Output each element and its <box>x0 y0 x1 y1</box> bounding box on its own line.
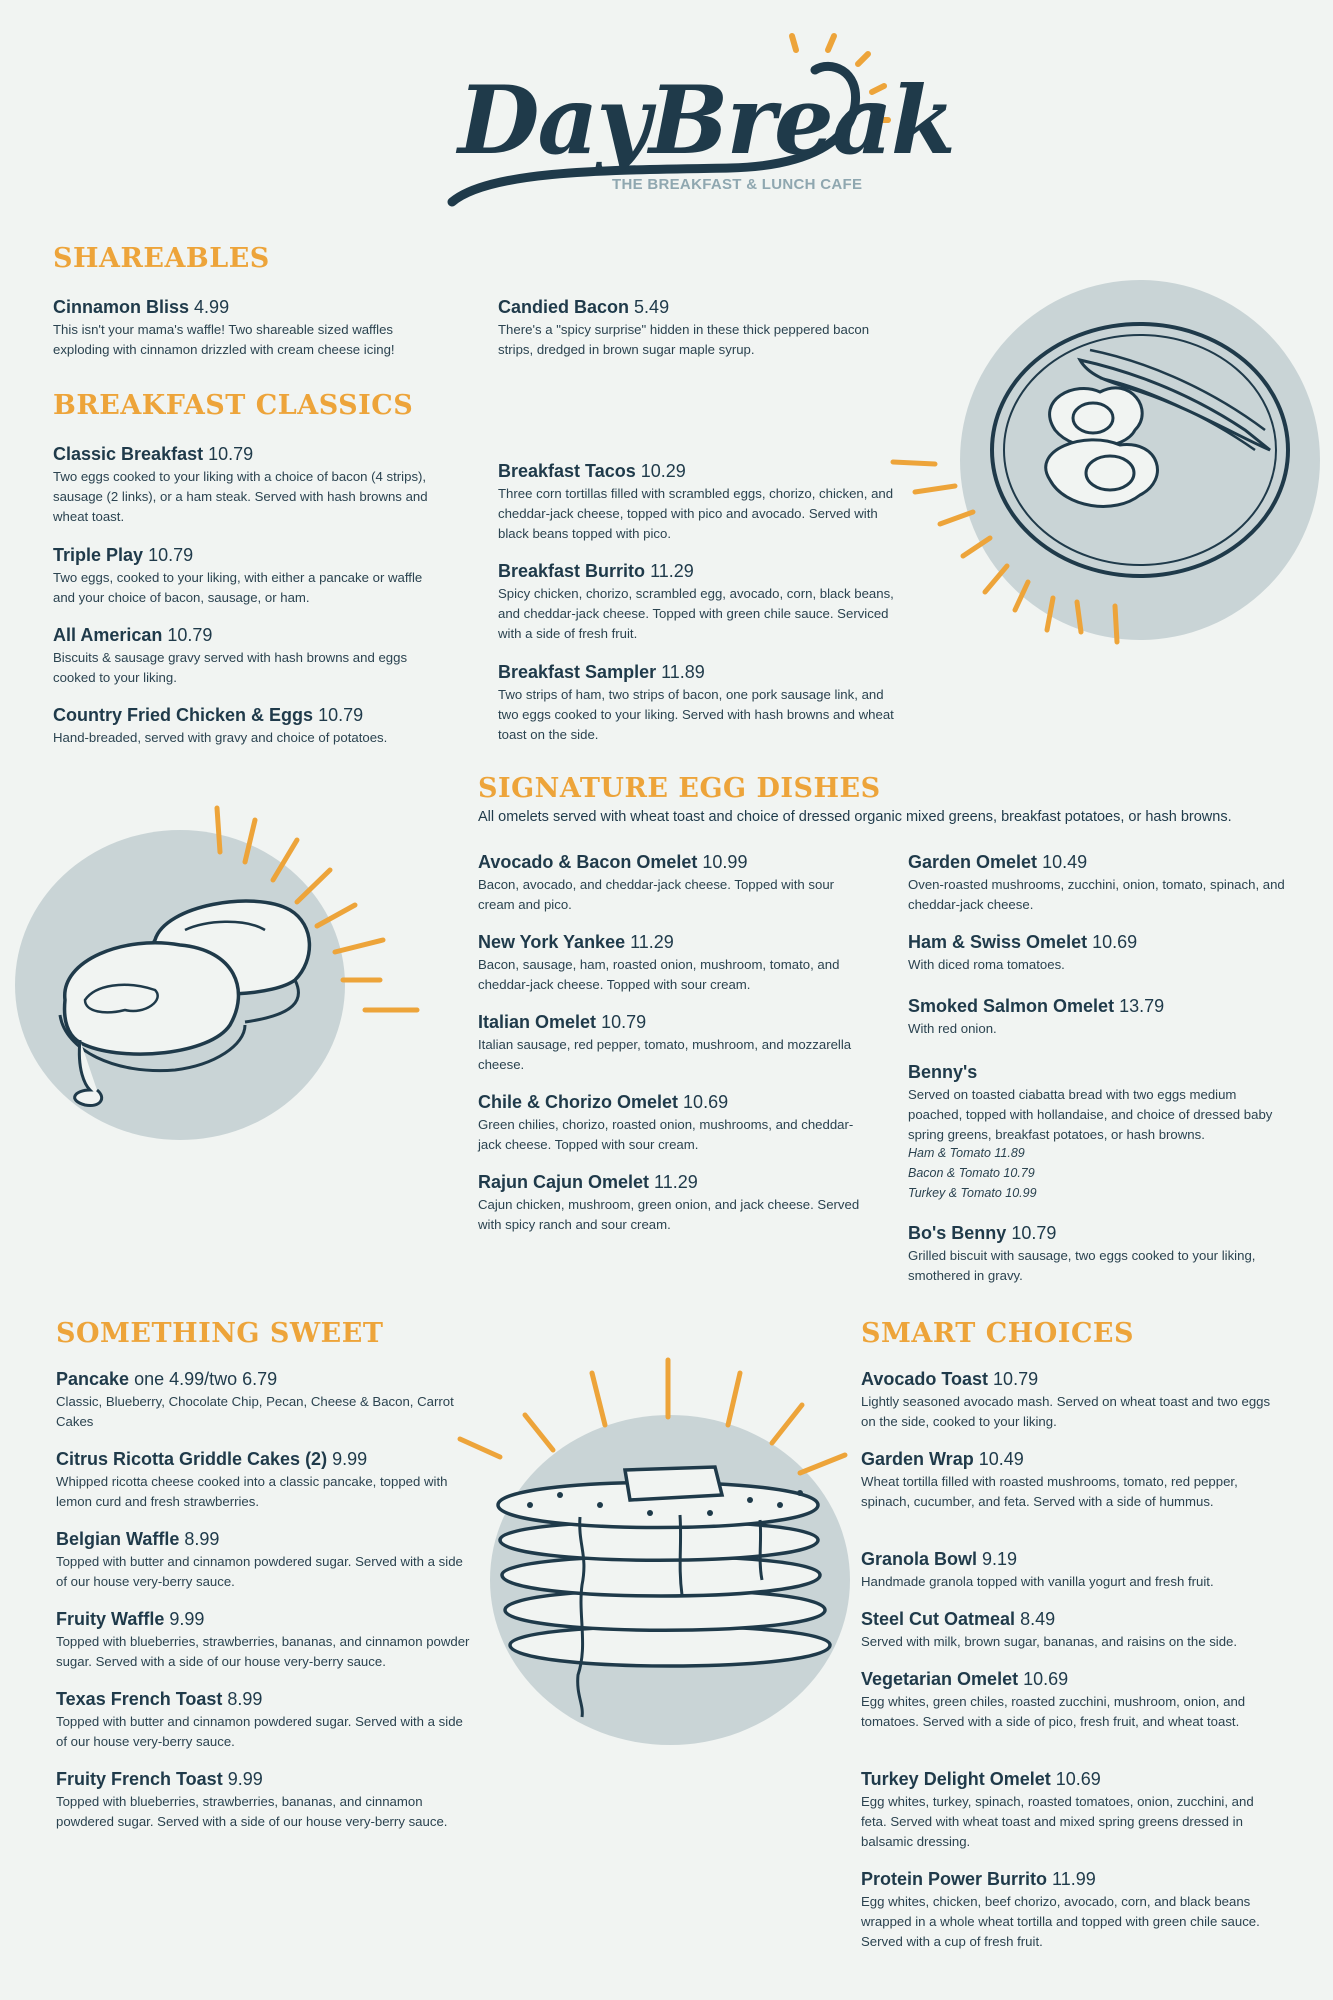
item-price: 10.69 <box>1092 932 1138 952</box>
item-name: All American <box>53 625 163 645</box>
item-description: Bacon, avocado, and cheddar-jack cheese. Topped with sour cream and pico. <box>478 877 835 912</box>
item-name: Chile & Chorizo Omelet <box>478 1092 679 1112</box>
item-name: Protein Power Burrito <box>861 1869 1048 1889</box>
item-description: Topped with butter and cinnamon powdered sugar. Served with a side of our house very-berry sauce. <box>56 1554 463 1589</box>
item-price: 9.99 <box>169 1609 205 1629</box>
menu-item <box>908 851 1298 915</box>
menu-item <box>56 1448 466 1512</box>
item-name: Ham & Swiss Omelet <box>908 932 1088 952</box>
menu-item <box>478 1011 868 1075</box>
item-name: Vegetarian Omelet <box>861 1669 1019 1689</box>
item-name: Triple Play <box>53 545 144 565</box>
item-name: Cinnamon Bliss <box>53 297 190 317</box>
item-name: Garden Omelet <box>908 852 1038 872</box>
item-description: Biscuits & sausage gravy served with hash browns and eggs cooked to your liking. <box>53 650 408 685</box>
item-name: Benny's <box>908 1062 978 1082</box>
item-description: Spicy chicken, chorizo, scrambled egg, avocado, corn, black beans, and cheddar-jack cheese. Topped with green chile sauce. Serviced with a side of fresh fruit. <box>498 586 894 641</box>
item-price: 10.49 <box>1042 852 1088 872</box>
item-price: 10.79 <box>601 1012 647 1032</box>
menu-item <box>478 1171 868 1235</box>
item-description: Classic, Blueberry, Chocolate Chip, Pecan, Cheese & Bacon, Carrot Cakes <box>56 1394 454 1429</box>
menu-item <box>861 1368 1271 1432</box>
menu-item <box>56 1368 466 1432</box>
item-price: 11.29 <box>654 1172 698 1192</box>
item-name: Pancake <box>56 1369 130 1389</box>
section-title-breakfast-classics: BREAKFAST CLASSICS <box>53 390 414 421</box>
menu-item <box>861 1668 1271 1732</box>
item-variant: Turkey & Tomato 10.99 <box>908 1185 1037 1200</box>
item-price: 10.79 <box>167 625 213 645</box>
item-price: 8.99 <box>184 1529 220 1549</box>
item-price: 4.99 <box>194 297 230 317</box>
item-description: This isn't your mama's waffle! Two shareable sized waffles exploding with cinnamon drizzled with cream cheese icing! <box>53 322 395 357</box>
item-price: 13.79 <box>1119 996 1165 1016</box>
item-price: 5.49 <box>634 297 670 317</box>
item-description: With diced roma tomatoes. <box>908 957 1065 972</box>
item-price: 11.99 <box>1052 1869 1096 1889</box>
item-price: 10.79 <box>993 1369 1039 1389</box>
item-price: 8.49 <box>1020 1609 1056 1629</box>
item-description: Egg whites, turkey, spinach, roasted tomatoes, onion, zucchini, and feta. Served with wheat toast and mixed spring greens dressed in balsamic dressing. <box>861 1794 1254 1849</box>
item-description: Topped with blueberries, strawberries, bananas, and cinnamon powder sugar. Served with a side of our house very-berry sauce. <box>56 1634 470 1669</box>
menu-item <box>53 624 443 688</box>
item-name: Texas French Toast <box>56 1689 223 1709</box>
item-description: Cajun chicken, mushroom, green onion, and jack cheese. Served with spicy ranch and sour cream. <box>478 1197 860 1232</box>
menu-item <box>498 296 898 360</box>
item-name: Breakfast Sampler <box>498 662 657 682</box>
menu-item <box>478 931 868 995</box>
item-price: 8.99 <box>227 1689 263 1709</box>
item-description: Oven-roasted mushrooms, zucchini, onion, tomato, spinach, and cheddar-jack cheese. <box>908 877 1285 912</box>
item-variant: Bacon & Tomato 10.79 <box>908 1166 1035 1181</box>
item-price: 10.29 <box>640 461 686 481</box>
menu-item <box>53 296 453 360</box>
menu-item <box>56 1608 476 1672</box>
item-name: Candied Bacon <box>498 297 630 317</box>
item-description: Hand-breaded, served with gravy and choice of potatoes. <box>53 730 388 745</box>
section-title-signature-egg-dishes: SIGNATURE EGG DISHES <box>478 773 881 804</box>
item-price: 10.99 <box>702 852 748 872</box>
item-name: Turkey Delight Omelet <box>861 1769 1051 1789</box>
menu-item <box>498 460 898 543</box>
item-price: 10.69 <box>683 1092 729 1112</box>
item-price: 10.79 <box>1011 1223 1057 1243</box>
menu-item <box>56 1688 466 1752</box>
item-name: Avocado Toast <box>861 1369 989 1389</box>
item-name: Breakfast Tacos <box>498 461 636 481</box>
item-name: Country Fried Chicken & Eggs <box>53 705 314 725</box>
section-title-smart-choices: SMART CHOICES <box>861 1318 1135 1349</box>
item-description: Served with milk, brown sugar, bananas, and raisins on the side. <box>861 1634 1238 1649</box>
section-title-something-sweet: SOMETHING SWEET <box>56 1318 384 1349</box>
item-name: Classic Breakfast <box>53 444 204 464</box>
item-price: 9.19 <box>982 1549 1018 1569</box>
item-description: Topped with butter and cinnamon powdered sugar. Served with a side of our house very-berry sauce. <box>56 1714 463 1749</box>
item-description: Bacon, sausage, ham, roasted onion, mushroom, tomato, and cheddar-jack cheese. Topped with sour cream. <box>478 957 840 992</box>
menu-item <box>861 1868 1281 1951</box>
item-name: Steel Cut Oatmeal <box>861 1609 1016 1629</box>
item-description: Green chilies, chorizo, roasted onion, mushrooms, and cheddar-jack cheese. Topped with sour cream. <box>478 1117 854 1152</box>
item-name: Avocado & Bacon Omelet <box>478 852 698 872</box>
item-price: 10.69 <box>1055 1769 1101 1789</box>
item-price: 9.99 <box>227 1769 263 1789</box>
item-description: Grilled biscuit with sausage, two eggs cooked to your liking, smothered in gravy. <box>908 1248 1256 1283</box>
item-name: Fruity French Toast <box>56 1769 223 1789</box>
menu-item <box>498 661 898 744</box>
item-description: Three corn tortillas filled with scrambled eggs, chorizo, chicken, and cheddar-jack cheese, topped with pico and avocado. Served with black beans topped with pico. <box>498 486 894 541</box>
item-price: 10.49 <box>978 1449 1024 1469</box>
item-name: New York Yankee <box>478 932 626 952</box>
biscuits-gravy-icon <box>5 800 425 1150</box>
section-note: All omelets served with wheat toast and choice of dressed organic mixed greens, breakfast potatoes, or hash browns. <box>478 809 1232 825</box>
item-name: Granola Bowl <box>861 1549 978 1569</box>
menu-item <box>478 1091 868 1155</box>
item-description: There's a "spicy surprise" hidden in these thick peppered bacon strips, dredged in brown sugar maple syrup. <box>498 322 870 357</box>
menu-item <box>908 1061 1288 1204</box>
menu-item <box>56 1768 466 1832</box>
item-description: Wheat tortilla filled with roasted mushrooms, tomato, red pepper, spinach, cucumber, and feta. Served with a side of hummus. <box>861 1474 1238 1509</box>
item-name: Smoked Salmon Omelet <box>908 996 1115 1016</box>
menu-item <box>861 1608 1281 1652</box>
item-description: Topped with blueberries, strawberries, bananas, and cinnamon powdered sugar. Served with a side of our house very-berry sauce. <box>56 1794 448 1829</box>
menu-item <box>498 560 898 643</box>
menu-item <box>861 1448 1271 1512</box>
item-price: 11.89 <box>661 662 705 682</box>
menu-item <box>861 1548 1281 1592</box>
item-name: Citrus Ricotta Griddle Cakes (2) <box>56 1449 328 1469</box>
item-name: Bo's Benny <box>908 1223 1007 1243</box>
item-variant: Ham & Tomato 11.89 <box>908 1146 1025 1161</box>
item-name: Belgian Waffle <box>56 1529 180 1549</box>
item-description: Lightly seasoned avocado mash. Served on wheat toast and two eggs on the side, cooked to your liking. <box>861 1394 1271 1429</box>
item-price: 11.29 <box>630 932 674 952</box>
item-description: With red onion. <box>908 1021 997 1036</box>
item-description: Egg whites, green chiles, roasted zucchini, mushroom, onion, and tomatoes. Served with a side of pico, fresh fruit, and wheat toast. <box>861 1694 1246 1729</box>
menu-item <box>56 1528 466 1592</box>
item-description: Two strips of ham, two strips of bacon, one pork sausage link, and two eggs cooked to your liking. Served with hash browns and wheat toast on the side. <box>498 687 894 742</box>
item-price: 10.79 <box>318 705 364 725</box>
item-description: Italian sausage, red pepper, tomato, mushroom, and mozzarella cheese. <box>478 1037 852 1072</box>
item-price: 9.99 <box>332 1449 368 1469</box>
item-name: Italian Omelet <box>478 1012 597 1032</box>
item-price: 11.29 <box>650 561 694 581</box>
menu-item <box>53 443 443 526</box>
menu-item <box>53 544 443 608</box>
item-name: Rajun Cajun Omelet <box>478 1172 650 1192</box>
item-description: Served on toasted ciabatta bread with two eggs medium poached, topped with hollandaise, and choice of dressed baby spring greens, breakfast potatoes, or hash browns. <box>908 1087 1273 1142</box>
menu-item <box>908 995 1298 1039</box>
item-name: Breakfast Burrito <box>498 561 646 581</box>
menu-item <box>908 931 1298 975</box>
item-name: Garden Wrap <box>861 1449 974 1469</box>
pancake-stack-icon <box>450 1355 870 1745</box>
eggs-bacon-plate-icon <box>885 280 1325 670</box>
section-title-shareables: SHAREABLES <box>53 243 270 274</box>
menu-item <box>908 1222 1298 1286</box>
item-description: Handmade granola topped with vanilla yogurt and fresh fruit. <box>861 1574 1214 1589</box>
logo-tagline: THE BREAKFAST & LUNCH CAFE <box>612 176 863 193</box>
item-description: Egg whites, chicken, beef chorizo, avocado, corn, and black beans wrapped in a whole wheat tortilla and topped with green chile sauce. Served with a cup of fresh fruit. <box>861 1894 1260 1949</box>
item-description: Two eggs cooked to your liking with a choice of bacon (4 strips), sausage (2 links), or a ham steak. Served with hash browns and wheat toast. <box>53 469 428 524</box>
item-name: Fruity Waffle <box>56 1609 165 1629</box>
item-price: 10.69 <box>1023 1669 1069 1689</box>
logo-wordmark: DayBreak <box>458 66 954 176</box>
item-price: one 4.99/two 6.79 <box>134 1369 278 1389</box>
menu-item <box>53 704 453 748</box>
item-description: Whipped ricotta cheese cooked into a classic pancake, topped with lemon curd and fresh strawberries. <box>56 1474 448 1509</box>
item-description: Two eggs, cooked to your liking, with either a pancake or waffle and your choice of bacon, sausage, or ham. <box>53 570 423 605</box>
menu-item <box>861 1768 1271 1851</box>
item-price: 10.79 <box>148 545 194 565</box>
item-price: 10.79 <box>208 444 254 464</box>
menu-item <box>478 851 868 915</box>
